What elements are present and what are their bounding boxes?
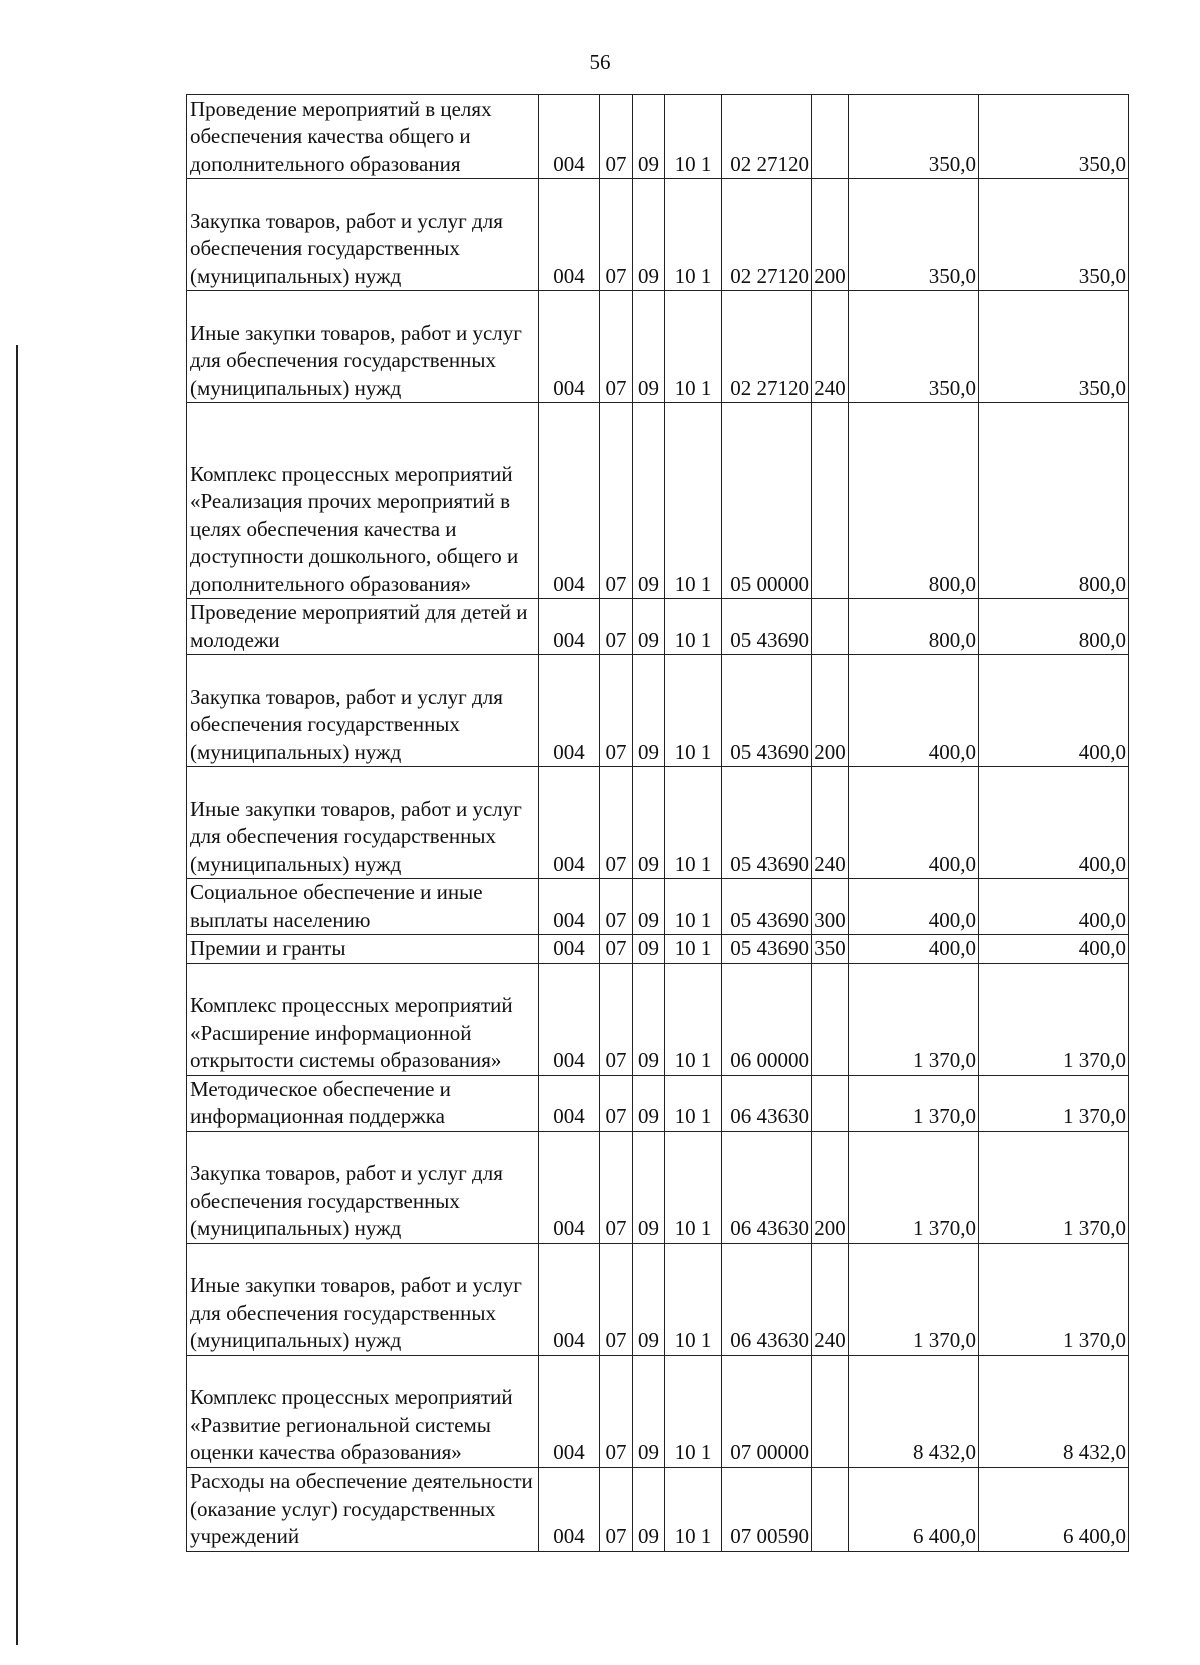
row-program-code: 10 1 [665,935,722,964]
row-name: Социальное обеспечение и иные выплаты населению [187,879,539,935]
row-amount-2: 6 400,0 [979,1467,1129,1551]
row-amount-2: 350,0 [979,291,1129,403]
row-target-code: 05 43690 [722,935,812,964]
table-row [187,599,1129,655]
row-expense-type: 300 [812,879,849,935]
row-program-code: 10 1 [665,1131,722,1243]
row-subsection-code: 09 [633,1075,665,1131]
table-row [187,403,1129,599]
table-row [187,95,1129,179]
row-amount-2: 400,0 [979,879,1129,935]
row-subsection-code: 09 [633,1131,665,1243]
table-row [187,963,1129,1075]
row-section-code: 07 [600,403,633,599]
row-name: Иные закупки товаров, работ и услуг для обеспечения государственных (муниципальных) нужд [187,1243,539,1355]
row-program-code: 10 1 [665,179,722,291]
row-program-code: 10 1 [665,291,722,403]
row-ministry-code: 004 [539,179,600,291]
row-amount-2: 1 370,0 [979,1075,1129,1131]
table-row [187,879,1129,935]
row-section-code: 07 [600,655,633,767]
row-ministry-code: 004 [539,1243,600,1355]
row-amount-2: 350,0 [979,95,1129,179]
row-ministry-code: 004 [539,1131,600,1243]
row-subsection-code: 09 [633,1467,665,1551]
row-amount-1: 400,0 [849,767,979,879]
row-amount-1: 800,0 [849,599,979,655]
row-subsection-code: 09 [633,767,665,879]
row-target-code: 05 00000 [722,403,812,599]
row-name: Закупка товаров, работ и услуг для обеспечения государственных (муниципальных) нужд [187,1131,539,1243]
row-name: Расходы на обеспечение деятельности (оказание услуг) государственных учреждений [187,1467,539,1551]
row-name: Проведение мероприятий для детей и молодежи [187,599,539,655]
row-name: Иные закупки товаров, работ и услуг для обеспечения государственных (муниципальных) нужд [187,767,539,879]
row-program-code: 10 1 [665,879,722,935]
row-target-code: 06 43630 [722,1243,812,1355]
row-expense-type [812,963,849,1075]
row-section-code: 07 [600,599,633,655]
row-section-code: 07 [600,767,633,879]
table-row [187,1467,1129,1551]
row-subsection-code: 09 [633,291,665,403]
row-amount-1: 400,0 [849,879,979,935]
row-target-code: 05 43690 [722,879,812,935]
row-subsection-code: 09 [633,879,665,935]
row-name: Премии и гранты [187,935,539,964]
row-name: Комплекс процессных мероприятий «Расширение информационной открытости системы образования» [187,963,539,1075]
row-program-code: 10 1 [665,767,722,879]
row-amount-2: 400,0 [979,935,1129,964]
row-amount-2: 8 432,0 [979,1355,1129,1467]
row-expense-type [812,1075,849,1131]
row-target-code: 05 43690 [722,767,812,879]
row-target-code: 02 27120 [722,179,812,291]
row-amount-1: 6 400,0 [849,1467,979,1551]
row-amount-2: 800,0 [979,599,1129,655]
row-ministry-code: 004 [539,879,600,935]
row-program-code: 10 1 [665,599,722,655]
row-expense-type [812,403,849,599]
row-expense-type: 240 [812,291,849,403]
row-amount-1: 800,0 [849,403,979,599]
row-expense-type: 240 [812,767,849,879]
row-amount-2: 1 370,0 [979,963,1129,1075]
row-ministry-code: 004 [539,1075,600,1131]
row-amount-1: 350,0 [849,179,979,291]
row-target-code: 05 43690 [722,599,812,655]
table-row [187,1243,1129,1355]
row-expense-type: 240 [812,1243,849,1355]
row-program-code: 10 1 [665,95,722,179]
table-row [187,935,1129,964]
row-amount-2: 800,0 [979,403,1129,599]
row-amount-1: 350,0 [849,95,979,179]
row-amount-2: 400,0 [979,767,1129,879]
row-amount-2: 1 370,0 [979,1243,1129,1355]
row-name: Проведение мероприятий в целях обеспечения качества общего и дополнительного образования [187,95,539,179]
row-program-code: 10 1 [665,1243,722,1355]
row-amount-1: 350,0 [849,291,979,403]
row-ministry-code: 004 [539,95,600,179]
row-name: Комплекс процессных мероприятий «Реализация прочих мероприятий в целях обеспечения качества и доступности дошкольного, общего и дополнительного образования» [187,403,539,599]
row-target-code: 06 43630 [722,1131,812,1243]
row-subsection-code: 09 [633,1355,665,1467]
table-row [187,291,1129,403]
row-amount-1: 400,0 [849,935,979,964]
table-row [187,767,1129,879]
page-number: 56 [589,50,611,74]
row-name: Закупка товаров, работ и услуг для обеспечения государственных (муниципальных) нужд [187,655,539,767]
row-amount-2: 400,0 [979,655,1129,767]
row-subsection-code: 09 [633,599,665,655]
row-amount-1: 1 370,0 [849,1075,979,1131]
row-expense-type [812,599,849,655]
row-subsection-code: 09 [633,403,665,599]
row-section-code: 07 [600,1467,633,1551]
row-amount-1: 1 370,0 [849,1243,979,1355]
row-amount-2: 1 370,0 [979,1131,1129,1243]
scan-margin-line [16,345,18,1645]
row-section-code: 07 [600,963,633,1075]
row-subsection-code: 09 [633,179,665,291]
row-name: Комплекс процессных мероприятий «Развитие региональной системы оценки качества образования» [187,1355,539,1467]
table-body [187,95,1129,1552]
row-name: Закупка товаров, работ и услуг для обеспечения государственных (муниципальных) нужд [187,179,539,291]
row-program-code: 10 1 [665,1355,722,1467]
row-subsection-code: 09 [633,1243,665,1355]
row-name: Методическое обеспечение и информационная поддержка [187,1075,539,1131]
row-section-code: 07 [600,1075,633,1131]
row-section-code: 07 [600,291,633,403]
row-ministry-code: 004 [539,1355,600,1467]
row-section-code: 07 [600,1131,633,1243]
table-row [187,1355,1129,1467]
row-program-code: 10 1 [665,655,722,767]
row-target-code: 06 00000 [722,963,812,1075]
row-expense-type [812,95,849,179]
row-section-code: 07 [600,935,633,964]
row-program-code: 10 1 [665,403,722,599]
row-ministry-code: 004 [539,935,600,964]
row-expense-type: 350 [812,935,849,964]
row-ministry-code: 004 [539,767,600,879]
row-ministry-code: 004 [539,655,600,767]
row-section-code: 07 [600,879,633,935]
row-expense-type: 200 [812,179,849,291]
row-amount-1: 8 432,0 [849,1355,979,1467]
row-name: Иные закупки товаров, работ и услуг для обеспечения государственных (муниципальных) нужд [187,291,539,403]
table-row [187,1131,1129,1243]
row-expense-type [812,1355,849,1467]
row-subsection-code: 09 [633,95,665,179]
row-subsection-code: 09 [633,963,665,1075]
row-target-code: 06 43630 [722,1075,812,1131]
row-expense-type: 200 [812,1131,849,1243]
row-amount-2: 350,0 [979,179,1129,291]
row-section-code: 07 [600,1355,633,1467]
row-section-code: 07 [600,95,633,179]
row-target-code: 07 00000 [722,1355,812,1467]
row-program-code: 10 1 [665,963,722,1075]
row-target-code: 02 27120 [722,95,812,179]
row-expense-type [812,1467,849,1551]
row-amount-1: 400,0 [849,655,979,767]
row-subsection-code: 09 [633,655,665,767]
table-row [187,1075,1129,1131]
table-row [187,179,1129,291]
budget-table [186,94,1129,1552]
row-subsection-code: 09 [633,935,665,964]
row-program-code: 10 1 [665,1075,722,1131]
row-ministry-code: 004 [539,599,600,655]
row-section-code: 07 [600,1243,633,1355]
row-target-code: 02 27120 [722,291,812,403]
row-ministry-code: 004 [539,403,600,599]
row-amount-1: 1 370,0 [849,1131,979,1243]
row-ministry-code: 004 [539,963,600,1075]
row-target-code: 05 43690 [722,655,812,767]
row-target-code: 07 00590 [722,1467,812,1551]
row-section-code: 07 [600,179,633,291]
row-program-code: 10 1 [665,1467,722,1551]
table-row [187,655,1129,767]
row-expense-type: 200 [812,655,849,767]
row-amount-1: 1 370,0 [849,963,979,1075]
row-ministry-code: 004 [539,1467,600,1551]
row-ministry-code: 004 [539,291,600,403]
